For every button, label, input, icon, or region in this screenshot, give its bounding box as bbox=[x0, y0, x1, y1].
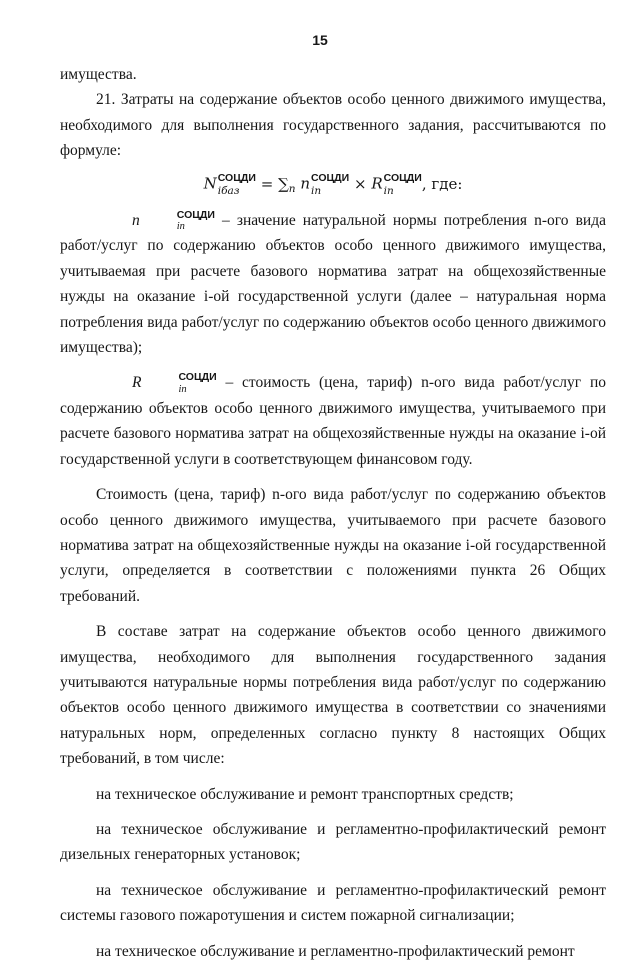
page-number: 15 bbox=[312, 32, 328, 48]
definition-n-symbol: n СОЦДИ in bbox=[132, 208, 215, 233]
item-21-intro: 21. Затраты на содержание объектов особо ценного движимого имущества, необходимого для выполнения государственного задания, рассчитываются по формуле: bbox=[60, 91, 606, 160]
formula-sum: ∑ bbox=[278, 174, 289, 193]
formula-lhs: N СОЦДИ iбаз bbox=[203, 172, 256, 197]
paragraph-composition: В составе затрат на содержание объектов особо ценного движимого имущества, необходимого для выполнения государственного задания учитываются натуральные нормы потребления вида работ/услуг по содержанию объектов особо ценного движимого имущества в соответствии со значениями натуральных норм, определенных согласно пункту 8 настоящих Общих требований, в том числе: bbox=[60, 623, 606, 768]
list-item: на техническое обслуживание и регламентно-профилактический ремонт bbox=[96, 942, 575, 960]
definition-r bbox=[60, 370, 606, 472]
definition-r-text: – стоимость (цена, тариф) n-ого вида работ/услуг по содержанию объектов особо ценного движимого имущества, учитываемого при расчете базового норматива затрат на общехозяйственные нужды на оказание i-ой государственной услуги в соответствующем финансовом году. bbox=[60, 374, 606, 468]
list-item: на техническое обслуживание и ремонт транспортных средств; bbox=[96, 785, 514, 803]
paragraph-cost: Стоимость (цена, тариф) n-ого вида работ/услуг по содержанию объектов особо ценного движимого имущества, учитываемого при расчете базового норматива затрат на общехозяйственные нужды на оказание i-ой государственной услуги, определяется в соответствии с положениями пункта 26 Общих требований. bbox=[60, 486, 606, 605]
document-body bbox=[60, 62, 606, 964]
formula bbox=[60, 172, 606, 202]
definition-n-text: – значение натуральной нормы потребления n-ого вида работ/услуг по содержанию объектов особо ценного движимого имущества, учитываемая при расчете базового норматива затрат на общехозяйственные нужды на оказание i-ой государственной услуги (далее – натуральная норма потребления вида работ/услуг по содержанию объектов особо ценного движимого имущества); bbox=[60, 212, 606, 357]
definition-r-symbol: R СОЦДИ in bbox=[132, 371, 217, 395]
formula-equals: = bbox=[260, 174, 274, 193]
formula-times: × bbox=[353, 174, 367, 193]
formula-sum-index: n bbox=[288, 182, 296, 195]
continuation-text: имущества. bbox=[60, 66, 137, 83]
definition-n bbox=[60, 208, 606, 360]
list-item: на техническое обслуживание и регламентно-профилактический ремонт дизельных генераторных установок; bbox=[60, 820, 606, 864]
list-item: на техническое обслуживание и регламентно-профилактический ремонт системы газового пожаротушения и систем пожарной сигнализации; bbox=[60, 881, 606, 925]
formula-tail: , где: bbox=[421, 174, 463, 193]
formula-r: R СОЦДИ in bbox=[371, 172, 422, 197]
formula-n: n СОЦДИ in bbox=[300, 172, 350, 197]
